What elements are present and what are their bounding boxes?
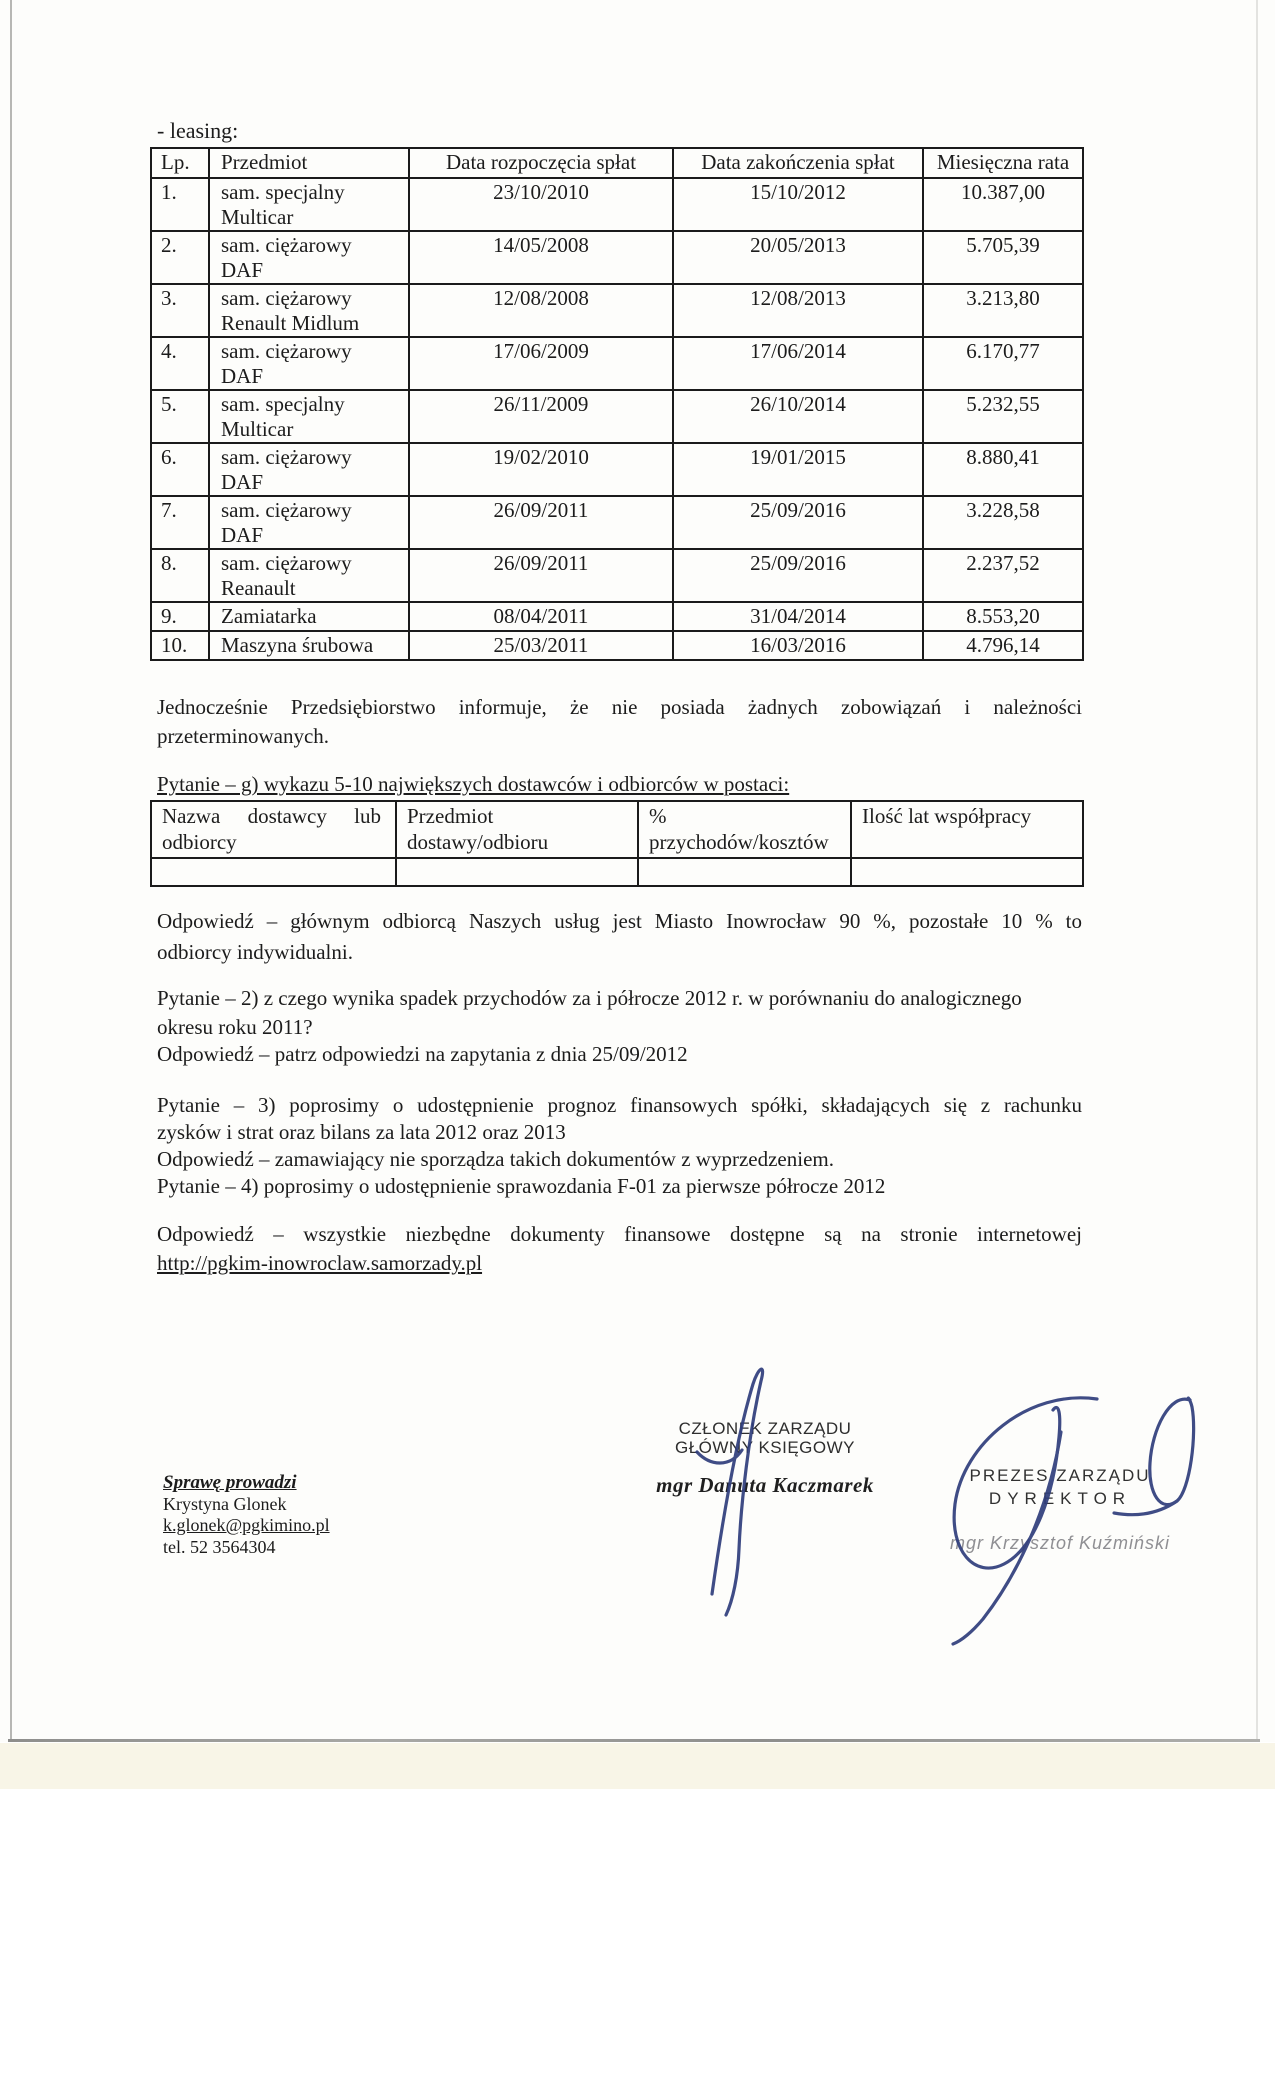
- header-supplier-name: [151, 801, 396, 858]
- item-line2: Multicar: [221, 205, 294, 229]
- answer-2-line: Odpowiedź – patrz odpowiedzi na zapytania z dnia 25/09/2012: [157, 1042, 688, 1066]
- item-line1: sam. ciężarowy: [221, 339, 352, 363]
- item-line1: sam. ciężarowy: [221, 445, 352, 469]
- cell-start-date: 23/10/2010: [409, 178, 673, 231]
- website-link[interactable]: http://pgkim-inowroclaw.samorzady.pl: [157, 1251, 483, 1275]
- question-3-line2: zysków i strat oraz bilans za lata 2012 oraz 2013: [157, 1120, 566, 1144]
- cell-item: [209, 443, 409, 496]
- cell-item: [209, 284, 409, 337]
- cell-start-date: 08/04/2011: [409, 602, 673, 631]
- cell-start-date: 26/09/2011: [409, 549, 673, 602]
- cell-start-date: 17/06/2009: [409, 337, 673, 390]
- header-years: [851, 801, 1083, 858]
- cell-item: Zamiatarka: [209, 602, 409, 631]
- table-row: [151, 443, 1083, 496]
- cell-item: [209, 231, 409, 284]
- suppliers-empty-row: [151, 858, 1083, 886]
- cell-start-date: 19/02/2010: [409, 443, 673, 496]
- header-rate: Miesięczna rata: [923, 148, 1083, 178]
- cell-item: [209, 549, 409, 602]
- cell-start-date: 26/11/2009: [409, 390, 673, 443]
- item-line1: sam. ciężarowy: [221, 551, 352, 575]
- table-row: [151, 631, 1083, 660]
- answer-3-line: Odpowiedź – zamawiający nie sporządza takich dokumentów z wyprzedzeniem.: [157, 1147, 834, 1171]
- table-row: [151, 284, 1083, 337]
- table-row: [151, 231, 1083, 284]
- item-line1: sam. ciężarowy: [221, 286, 352, 310]
- header-lp: Lp.: [151, 148, 209, 178]
- cell-end-date: 12/08/2013: [673, 284, 923, 337]
- item-line2: DAF: [221, 523, 264, 547]
- header-line1: Przedmiot: [407, 804, 494, 828]
- question-2-line1: Pytanie – 2) z czego wynika spadek przychodów za i półrocze 2012 r. w porównaniu do analogicznego: [157, 986, 1022, 1010]
- cell-lp: 5.: [151, 390, 209, 443]
- question-4-line: Pytanie – 4) poprosimy o udostępnienie sprawozdania F-01 za pierwsze półrocze 2012: [157, 1174, 886, 1198]
- empty-cell: [396, 858, 638, 886]
- item-line1: sam. specjalny: [221, 180, 345, 204]
- cell-rate: 3.213,80: [923, 284, 1083, 337]
- cell-end-date: 31/04/2014: [673, 602, 923, 631]
- cell-lp: 3.: [151, 284, 209, 337]
- header-supply-subject: [396, 801, 638, 858]
- question-g-heading: Pytanie – g) wykazu 5-10 największych dostawców i odbiorców w postaci:: [157, 772, 790, 796]
- cell-lp: 9.: [151, 602, 209, 631]
- item-line2: Renault Midlum: [221, 311, 360, 335]
- item-line1: sam. ciężarowy: [221, 233, 352, 257]
- table-row: [151, 390, 1083, 443]
- cell-rate: 6.170,77: [923, 337, 1083, 390]
- cell-start-date: 25/03/2011: [409, 631, 673, 660]
- empty-cell: [851, 858, 1083, 886]
- case-lead-email-link[interactable]: k.glonek@pgkimino.pl: [163, 1515, 330, 1535]
- item-line2: DAF: [221, 258, 264, 282]
- answer-g-paragraph: [157, 906, 1082, 968]
- question-3-block: [157, 1092, 1082, 1200]
- table-row: [151, 496, 1083, 549]
- stamp-title-line1: CZŁONEK ZARZĄDU: [678, 1419, 852, 1438]
- answer-g-line2: odbiorcy indywidualni.: [157, 940, 353, 964]
- stamp-name: mgr Krzysztof Kuźmiński: [949, 1533, 1171, 1553]
- cell-rate: 8.880,41: [923, 443, 1083, 496]
- scanner-background-strip: [0, 1743, 1275, 1789]
- question-2-paragraph: [157, 984, 1082, 1042]
- item-line2: DAF: [221, 470, 264, 494]
- empty-cell: [151, 858, 396, 886]
- cell-end-date: 25/09/2016: [673, 496, 923, 549]
- case-lead-name: Krystyna Glonek: [163, 1493, 287, 1514]
- stamp-title-line1: PREZES ZARZĄDU: [969, 1466, 1151, 1485]
- table-row: [151, 549, 1083, 602]
- cell-lp: 10.: [151, 631, 209, 660]
- stamp-chief-accountant: [625, 1419, 905, 1495]
- scan-left-edge: [10, 0, 12, 1742]
- header-line2: przychodów/kosztów: [649, 830, 829, 854]
- empty-cell: [638, 858, 851, 886]
- cell-lp: 1.: [151, 178, 209, 231]
- table-row: [151, 602, 1083, 631]
- answer-4-line1: Odpowiedź – wszystkie niezbędne dokumenty finansowe dostępne są na stronie internetowej: [157, 1222, 1082, 1246]
- cell-lp: 6.: [151, 443, 209, 496]
- cell-rate: 5.705,39: [923, 231, 1083, 284]
- note-line2: przeterminowanych.: [157, 724, 330, 748]
- page-bottom-edge: [8, 1739, 1260, 1742]
- item-line1: sam. ciężarowy: [221, 498, 352, 522]
- cell-rate: 10.387,00: [923, 178, 1083, 231]
- leasing-table-header-row: [151, 148, 1083, 178]
- cell-end-date: 25/09/2016: [673, 549, 923, 602]
- cell-start-date: 26/09/2011: [409, 496, 673, 549]
- suppliers-table: [150, 800, 1084, 887]
- header-start: Data rozpoczęcia spłat: [409, 148, 673, 178]
- cell-end-date: 26/10/2014: [673, 390, 923, 443]
- header-line1: %: [649, 804, 667, 828]
- cell-rate: 2.237,52: [923, 549, 1083, 602]
- cell-end-date: 17/06/2014: [673, 337, 923, 390]
- note-line1: Jednocześnie Przedsiębiorstwo informuje, że nie posiada żadnych zobowiązań i należności: [157, 695, 1082, 719]
- cell-rate: 3.228,58: [923, 496, 1083, 549]
- item-line1: sam. specjalny: [221, 392, 345, 416]
- question-2-line2: okresu roku 2011?: [157, 1015, 313, 1039]
- cell-end-date: 16/03/2016: [673, 631, 923, 660]
- case-lead-block: [163, 1472, 330, 1558]
- table-row: [151, 337, 1083, 390]
- cell-rate: 5.232,55: [923, 390, 1083, 443]
- cell-item: Maszyna śrubowa: [209, 631, 409, 660]
- header-line1: Nazwa dostawcy lub: [162, 804, 381, 828]
- cell-end-date: 20/05/2013: [673, 231, 923, 284]
- cell-item: [209, 337, 409, 390]
- case-lead-phone: tel. 52 3564304: [163, 1536, 276, 1557]
- case-lead-label: Sprawę prowadzi: [163, 1472, 297, 1493]
- header-item: Przedmiot: [209, 148, 409, 178]
- cell-lp: 2.: [151, 231, 209, 284]
- cell-rate: 8.553,20: [923, 602, 1083, 631]
- stamp-title-line2: DYREKTOR: [988, 1489, 1132, 1508]
- cell-item: [209, 390, 409, 443]
- question-3-line1: Pytanie – 3) poprosimy o udostępnienie prognoz finansowych spółki, składających się z rachunku: [157, 1093, 1082, 1117]
- cell-lp: 7.: [151, 496, 209, 549]
- cell-end-date: 15/10/2012: [673, 178, 923, 231]
- leasing-section-label: - leasing:: [157, 118, 239, 143]
- note-paragraph: [157, 693, 1082, 751]
- cell-item: [209, 178, 409, 231]
- leasing-table: [150, 147, 1084, 661]
- item-line2: Reanault: [221, 576, 296, 600]
- header-line2: dostawy/odbioru: [407, 830, 549, 854]
- stamp-title-line2: GŁÓWNY KSIĘGOWY: [674, 1438, 856, 1457]
- answer-4-paragraph: [157, 1220, 1082, 1278]
- cell-end-date: 19/01/2015: [673, 443, 923, 496]
- suppliers-header-row: [151, 801, 1083, 858]
- item-line2: Multicar: [221, 417, 294, 441]
- cell-lp: 8.: [151, 549, 209, 602]
- answer-g-line1: Odpowiedź – głównym odbiorcą Naszych usług jest Miasto Inowrocław 90 %, pozostałe 10 % to: [157, 909, 1082, 933]
- cell-lp: 4.: [151, 337, 209, 390]
- cell-item: [209, 496, 409, 549]
- cell-rate: 4.796,14: [923, 631, 1083, 660]
- item-line2: DAF: [221, 364, 264, 388]
- header-end: Data zakończenia spłat: [673, 148, 923, 178]
- table-row: [151, 178, 1083, 231]
- header-line1: Ilość lat współpracy: [862, 804, 1032, 828]
- header-line2: odbiorcy: [162, 830, 237, 854]
- header-percent: [638, 801, 851, 858]
- cell-start-date: 12/08/2008: [409, 284, 673, 337]
- cell-start-date: 14/05/2008: [409, 231, 673, 284]
- scan-right-edge: [1256, 0, 1258, 1742]
- stamp-president-director: [905, 1464, 1215, 1555]
- stamp-name: mgr Danuta Kaczmarek: [656, 1473, 874, 1497]
